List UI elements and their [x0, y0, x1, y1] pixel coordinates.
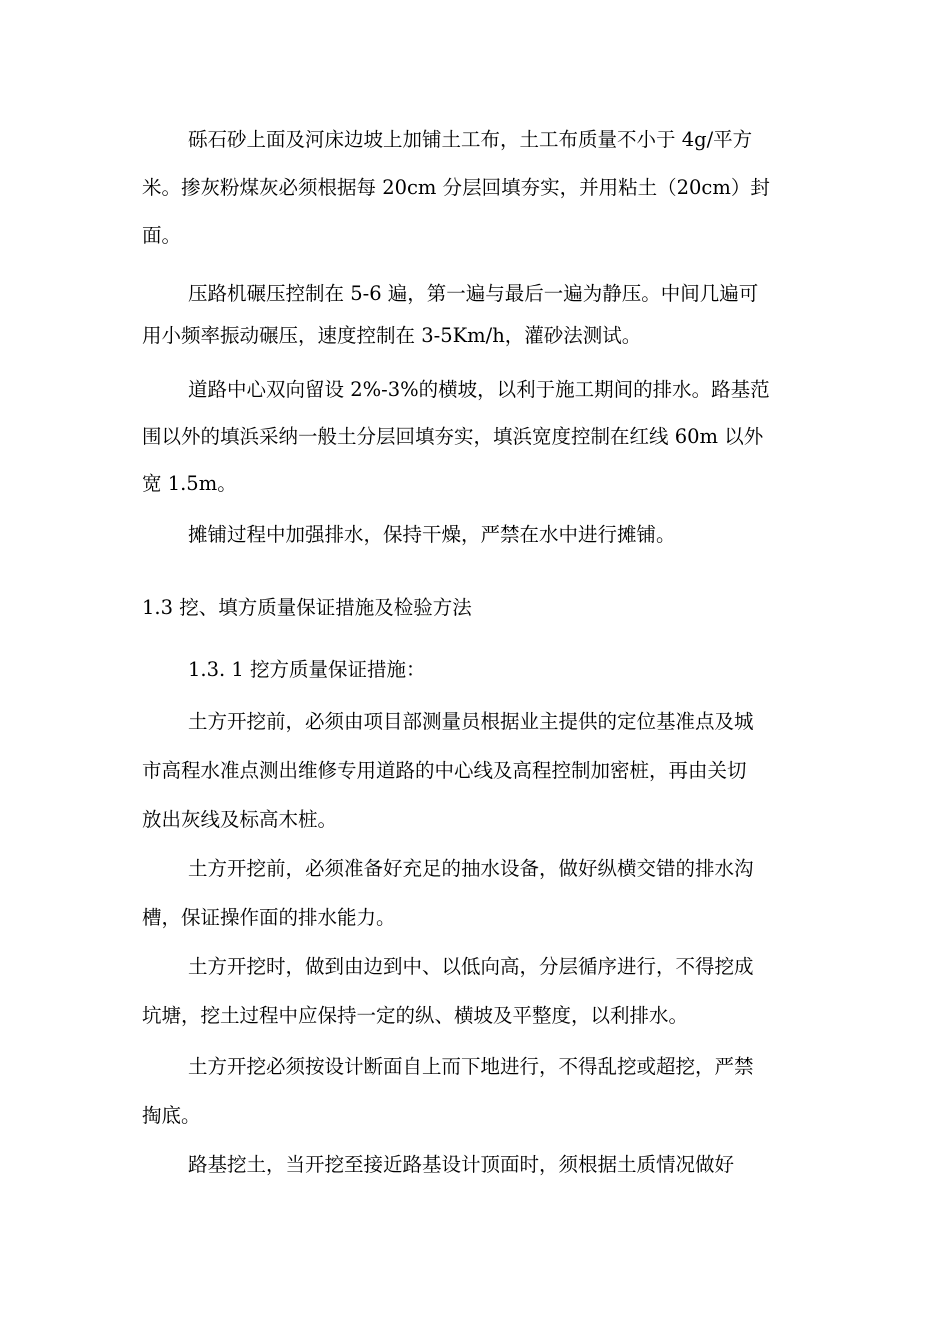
paragraph-line: 面。: [142, 224, 182, 247]
paragraph-line: 放出灰线及标高木桩。: [142, 808, 338, 831]
section-heading: 1.3 挖、填方质量保证措施及检验方法: [142, 596, 472, 619]
paragraph-line: 道路中心双向留设 2%-3%的横坡，以利于施工期间的排水。路基范: [188, 378, 770, 401]
paragraph-line: 米。掺灰粉煤灰必须根据每 20cm 分层回填夯实，并用粘土（20cm）封: [142, 176, 770, 199]
paragraph-line: 槽，保证操作面的排水能力。: [142, 906, 396, 929]
paragraph-line: 土方开挖必须按设计断面自上而下地进行，不得乱挖或超挖，严禁: [188, 1055, 754, 1078]
paragraph-line: 路基挖土，当开挖至接近路基设计顶面时，须根据土质情况做好: [188, 1153, 735, 1176]
paragraph-line: 土方开挖时，做到由边到中、以低向高，分层循序进行，不得挖成: [188, 955, 754, 978]
paragraph-line: 坑塘，挖土过程中应保持一定的纵、横坡及平整度，以利排水。: [142, 1004, 689, 1027]
paragraph-line: 围以外的填浜采纳一般土分层回填夯实，填浜宽度控制在红线 60m 以外: [142, 425, 764, 448]
paragraph-line: 摊铺过程中加强排水，保持干燥，严禁在水中进行摊铺。: [188, 523, 676, 546]
paragraph-line: 宽 1.5m。: [142, 472, 237, 495]
paragraph-line: 用小频率振动碾压，速度控制在 3-5Km/h，灌砂法测试。: [142, 324, 642, 347]
paragraph-line: 市高程水准点测出维修专用道路的中心线及高程控制加密桩，再由关切: [142, 759, 747, 782]
paragraph-line: 砾石砂上面及河床边坡上加铺土工布，土工布质量不小于 4g/平方: [188, 128, 753, 151]
paragraph-line: 掏底。: [142, 1104, 201, 1127]
subsection-heading: 1.3. 1 挖方质量保证措施：: [188, 658, 426, 681]
paragraph-line: 土方开挖前，必须由项目部测量员根据业主提供的定位基准点及城: [188, 710, 754, 733]
paragraph-line: 压路机碾压控制在 5-6 遍，第一遍与最后一遍为静压。中间几遍可: [188, 282, 759, 305]
paragraph-line: 土方开挖前，必须准备好充足的抽水设备，做好纵横交错的排水沟: [188, 857, 754, 880]
